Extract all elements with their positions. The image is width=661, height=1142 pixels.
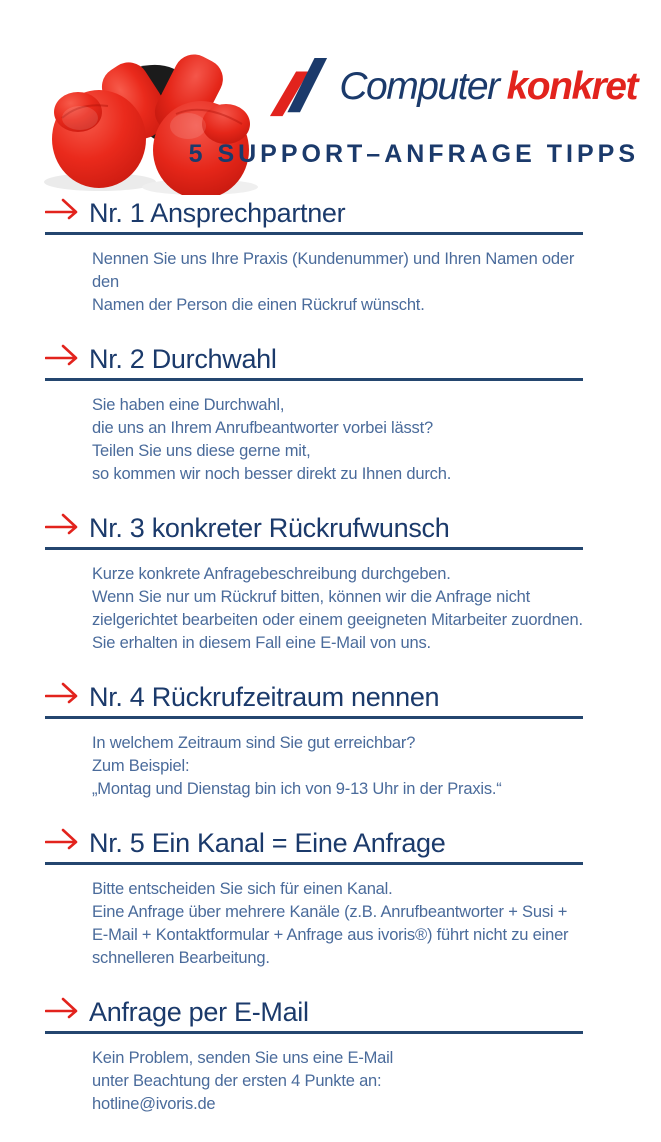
section-title: Nr. 4 Rückrufzeitraum nennen bbox=[89, 682, 440, 712]
body-line: schnelleren Bearbeitung. bbox=[92, 949, 270, 967]
section-title: Nr. 3 konkreter Rückrufwunsch bbox=[89, 513, 450, 543]
body-line: so kommen wir noch besser direkt zu Ihnen durch. bbox=[92, 465, 452, 483]
body-line: Sie erhalten in diesem Fall eine E-Mail von uns. bbox=[92, 634, 431, 652]
body-line: Eine Anfrage über mehrere Kanäle (z.B. Anrufbeantworter + Susi + bbox=[92, 903, 568, 921]
body-line: In welchem Zeitraum sind Sie gut erreichbar? bbox=[92, 734, 416, 752]
arrow-right-icon bbox=[45, 197, 79, 227]
section-heading bbox=[45, 681, 583, 719]
email-address-text[interactable]: hotline@ivoris.de bbox=[92, 1095, 216, 1113]
boxing-gloves-photo bbox=[38, 40, 266, 195]
arrow-right-icon bbox=[45, 996, 79, 1026]
section-body bbox=[92, 248, 605, 317]
section-title: Anfrage per E-Mail bbox=[89, 997, 309, 1027]
section-body bbox=[92, 1047, 605, 1116]
body-line: „Montag und Dienstag bin ich von 9-13 Uhr in der Praxis.“ bbox=[92, 780, 502, 798]
tip-section bbox=[45, 996, 605, 1116]
section-title: Nr. 1 Ansprechpartner bbox=[89, 198, 346, 228]
tip-section bbox=[45, 343, 605, 486]
section-body bbox=[92, 394, 605, 486]
body-line: zielgerichtet bearbeiten oder einem geeigneten Mitarbeiter zuordnen. bbox=[92, 611, 583, 629]
body-line: Sie haben eine Durchwahl, bbox=[92, 396, 285, 414]
body-line: Nennen Sie uns Ihre Praxis (Kundenummer) und Ihren Namen oder den bbox=[92, 250, 575, 291]
section-heading bbox=[45, 996, 583, 1034]
brand-logo bbox=[269, 56, 637, 118]
tip-section bbox=[45, 197, 605, 317]
body-line: Zum Beispiel: bbox=[92, 757, 190, 775]
body-line: E-Mail + Kontaktformular + Anfrage aus ivoris®) führt nicht zu einer bbox=[92, 926, 569, 944]
section-heading bbox=[45, 512, 583, 550]
section-body bbox=[92, 563, 605, 655]
section-body bbox=[92, 732, 605, 801]
body-line: Bitte entscheiden Sie sich für einen Kanal. bbox=[92, 880, 393, 898]
section-heading bbox=[45, 197, 583, 235]
flyer-header bbox=[0, 0, 661, 198]
body-line: Teilen Sie uns diese gerne mit, bbox=[92, 442, 311, 460]
arrow-right-icon bbox=[45, 681, 79, 711]
arrow-right-icon bbox=[45, 343, 79, 373]
brand-wordmark bbox=[339, 65, 637, 109]
section-title: Nr. 2 Durchwahl bbox=[89, 344, 277, 374]
tips-list bbox=[45, 197, 605, 1142]
body-line: Wenn Sie nur um Rückruf bitten, können wir die Anfrage nicht bbox=[92, 588, 531, 606]
body-line: Kurze konkrete Anfragebeschreibung durchgeben. bbox=[92, 565, 451, 583]
tip-section bbox=[45, 827, 605, 970]
body-line: unter Beachtung der ersten 4 Punkte an: bbox=[92, 1072, 382, 1090]
tip-section bbox=[45, 681, 605, 801]
brand-name-secondary: konkret bbox=[506, 65, 637, 108]
double-slash-icon bbox=[269, 56, 329, 118]
arrow-right-icon bbox=[45, 827, 79, 857]
body-line: Namen der Person die einen Rückruf wünscht. bbox=[92, 296, 425, 314]
brand-name-primary: Computer bbox=[339, 65, 499, 108]
body-line: die uns an Ihrem Anrufbeantworter vorbei lässt? bbox=[92, 419, 433, 437]
body-line: Kein Problem, senden Sie uns eine E-Mail bbox=[92, 1049, 394, 1067]
arrow-right-icon bbox=[45, 512, 79, 542]
section-body bbox=[92, 878, 605, 970]
page-title: 5 SUPPORT–ANFRAGE TIPPS bbox=[188, 140, 639, 168]
tip-section bbox=[45, 512, 605, 655]
section-heading bbox=[45, 343, 583, 381]
section-heading bbox=[45, 827, 583, 865]
section-title: Nr. 5 Ein Kanal = Eine Anfrage bbox=[89, 828, 446, 858]
